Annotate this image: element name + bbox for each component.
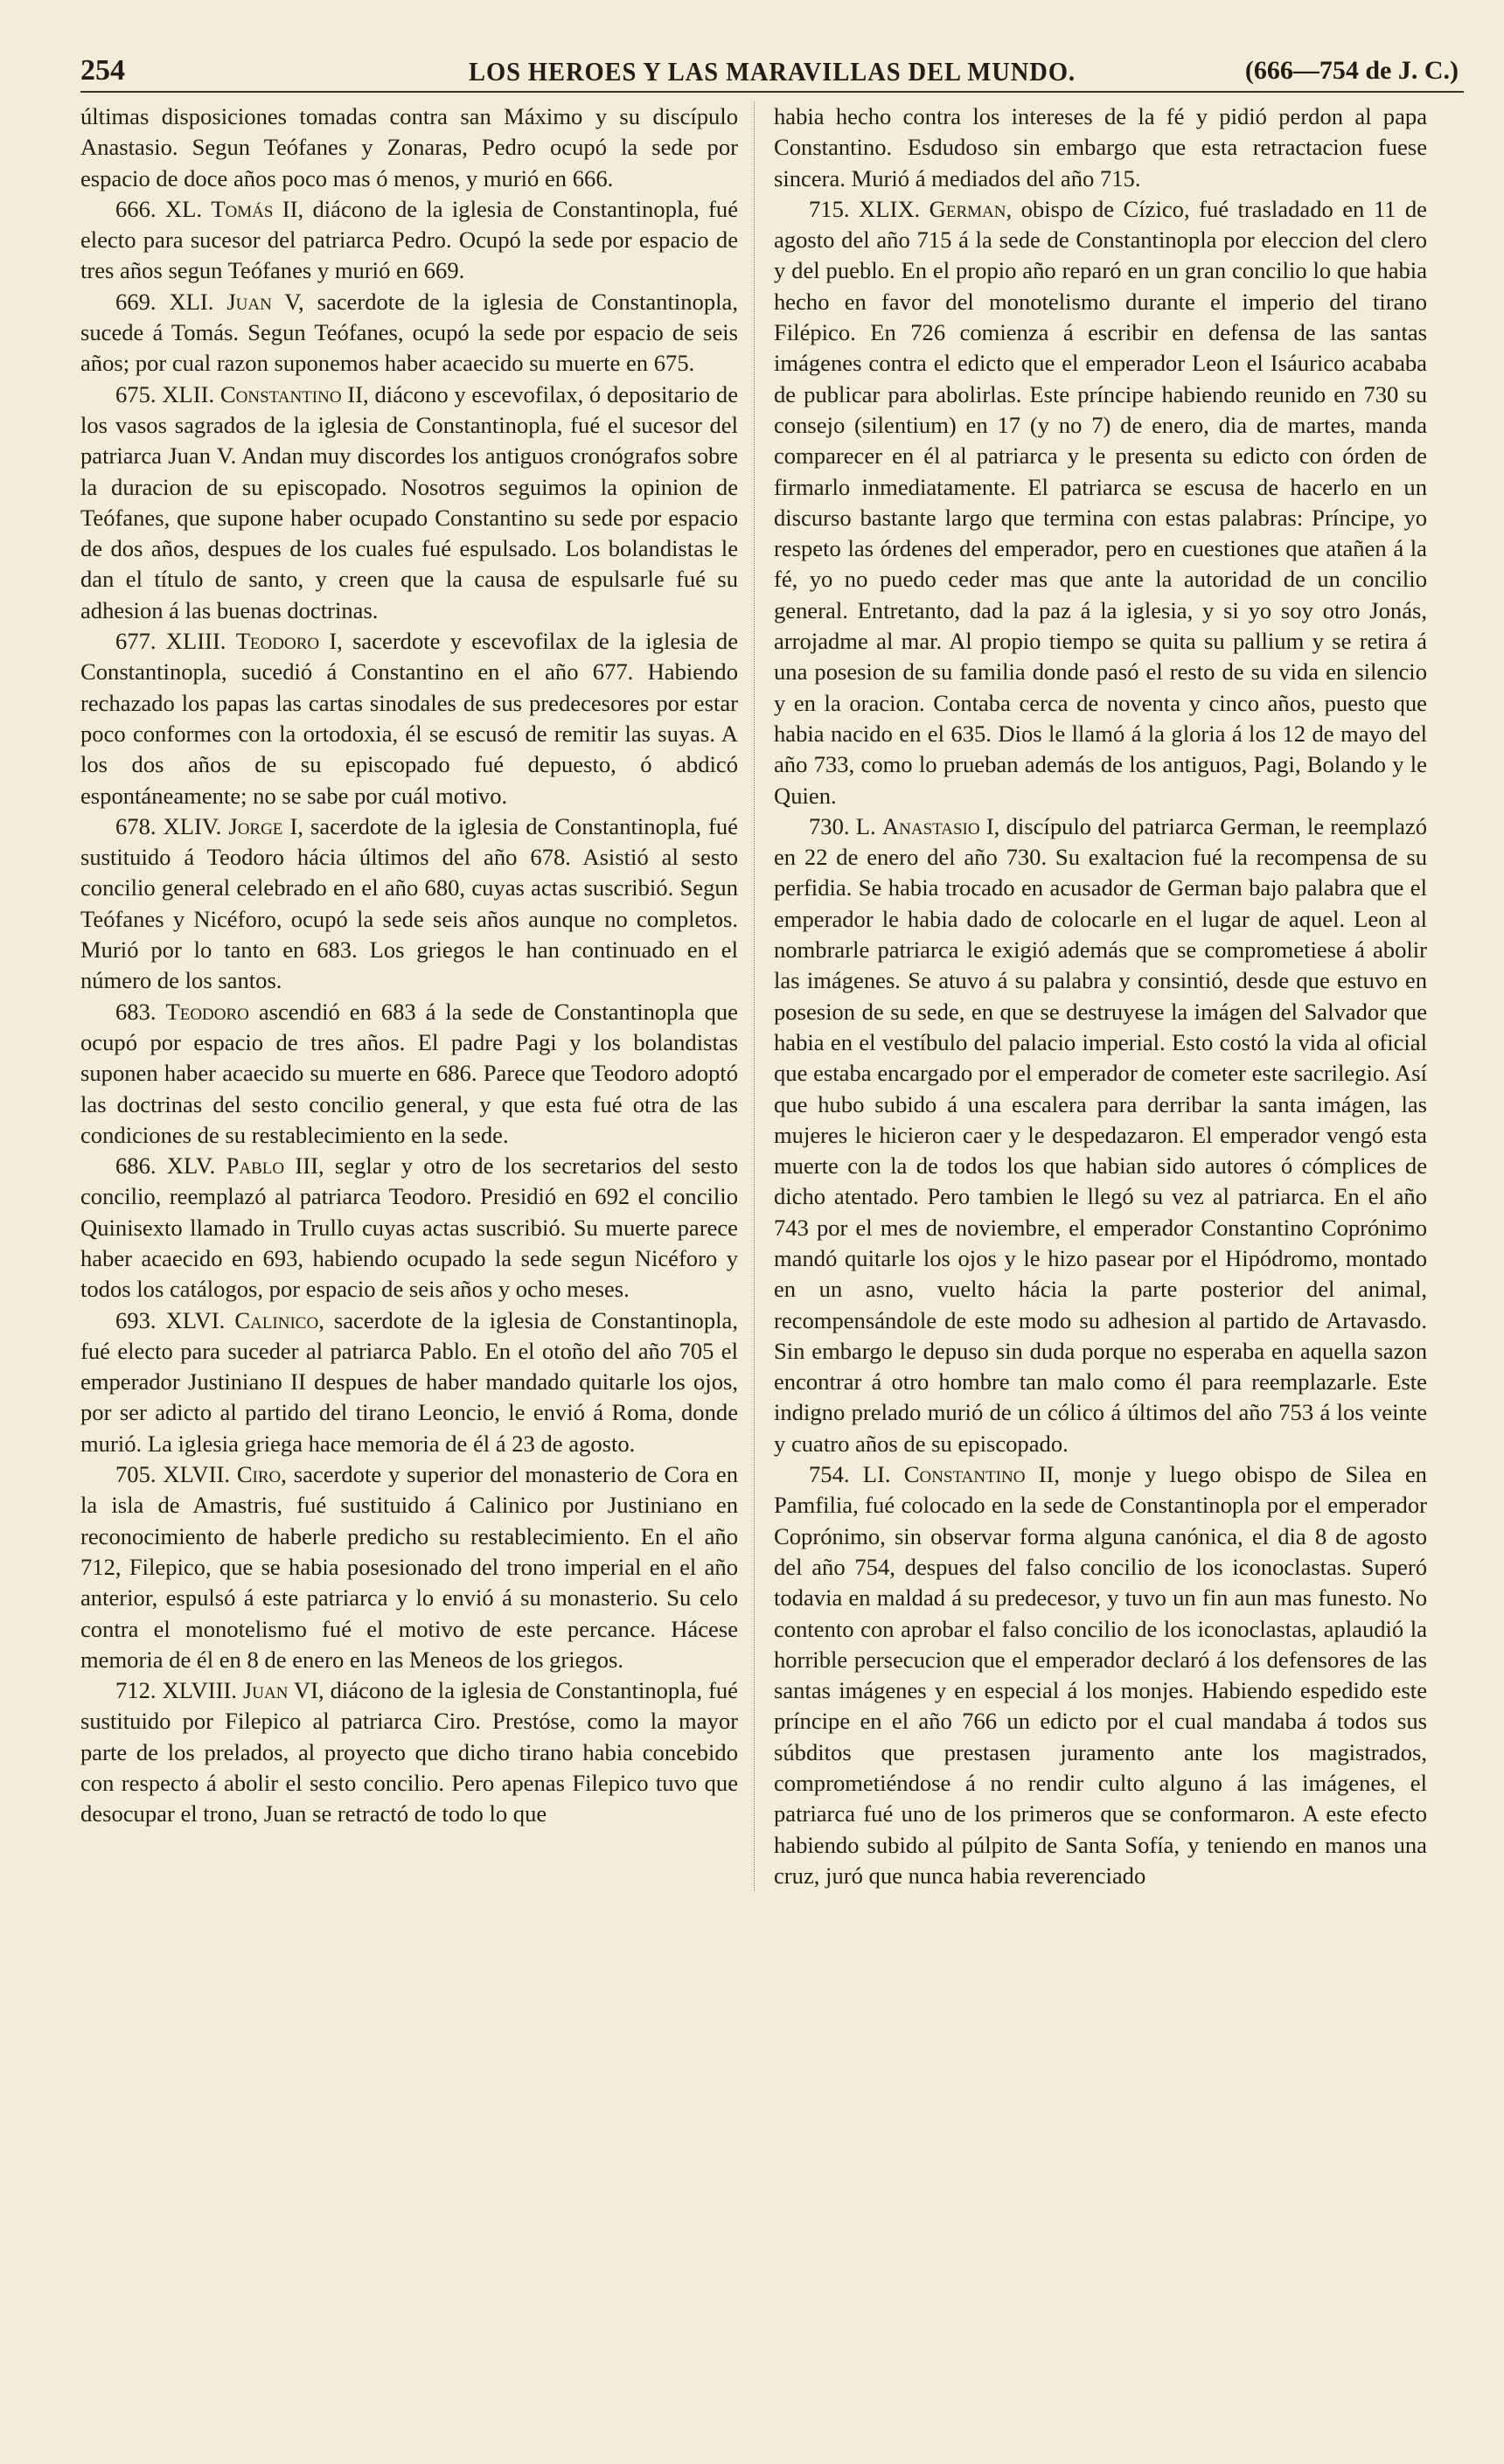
entry-year: 754.: [809, 1461, 850, 1488]
entry-year: 666.: [115, 195, 157, 222]
entry-number: XLIV.: [163, 812, 222, 839]
entry-year: 675.: [115, 380, 157, 407]
entry-year: 715.: [809, 195, 850, 222]
entry-number: XLIII.: [165, 628, 226, 655]
entry-number: LI.: [862, 1461, 891, 1488]
entry-text: diácono de la iglesia de Constantinopla, fué electo para sucesor del patriarca Pedro. Ocupó la sede por espacio de tres años segun Teófanes y murió en 669.: [80, 195, 738, 284]
paragraph: [80, 1151, 738, 1305]
entry-year: 712.: [115, 1677, 157, 1704]
right-column: [754, 101, 1427, 1891]
entry-number: L.: [855, 812, 876, 839]
entry-name: Ciro,: [236, 1461, 287, 1488]
paragraph: [80, 379, 738, 626]
entry-name: Juan VI,: [242, 1677, 324, 1704]
paragraph: [80, 1675, 738, 1829]
entry-year: 705.: [115, 1461, 157, 1488]
entry-name: Pablo III,: [226, 1152, 324, 1180]
paragraph: [80, 811, 738, 997]
left-column: [80, 101, 754, 1891]
entry-text: diácono de la iglesia de Constantinopla, fué sustituido por Filepico al patriarca Ciro. Prestóse, como la mayor parte de los prelados, al proyecto que dicho tirano habia concebido con respecto á abolir el sesto concilio. Pero apenas Filepico tuvo que desocupar el trono, Juan se retractó de todo lo que: [80, 1677, 738, 1827]
paragraph: [80, 101, 738, 194]
paragraph: [80, 287, 738, 379]
entry-text: sacerdote y escevofilax de la iglesia de Constantinopla, sucedió á Constantino en el año 677. Habiendo rechazado los papas las cartas sinodales de sus predecesores por estar poco conformes con la ortodoxia, él se escusó de remitir las suyas. A los dos años de su episcopado fué depuesto, ó abdicó espontáneamente; no se sabe por cuál motivo.: [80, 628, 739, 809]
entry-text: obispo de Cízico, fué trasladado en 11 de agosto del año 715 á la sede de Constantinopla por eleccion del clero y del pueblo. En el propio año reparó en un gran concilio lo que habia hecho en favor del monotelismo durante el imperio del tirano Filépico. En 726 comienza á escribir en defensa de las santas imágenes contra el edicto que el emperador Leon el Isáurico acababa de publicar para abolirlas. Este príncipe habiendo reunido en 730 su consejo (silentium) en 17 (y no 7) de enero, dia de martes, manda comparecer en él al patriarca y le presenta su edicto con órden de firmarlo inmediatamente. El patriarca se escusa de hacerlo en un discurso bastante largo que termina con estas palabras: Príncipe, yo respeto las órdenes del emperador, pero en cuestiones que atañen á la fé, yo no puedo ceder mas que ante la autoridad de un concilio general. Entretanto, dad la paz á la iglesia, y si yo soy otro Jonás, arrojadme al mar. Al propio tiempo se quita su pallium y se retira á una posesion de su familia donde pasó el resto de su vida en silencio y en la oracion. Contaba cerca de noventa y cinco años, puesto que habia nacido en el 635. Dios le llamó á la gloria á los 12 de mayo del año 733, como lo prueban además de los antiguos, Pagi, Bolando y le Quien.: [774, 195, 1427, 809]
paragraph: [774, 811, 1427, 1459]
date-range: (666—754 de J. C.): [1244, 56, 1459, 85]
entry-text: sacerdote de la iglesia de Constantinopla, fué electo para suceder al patriarca Pablo. En el otoño del año 705 el emperador Justiniano II despues de haber mandado quitarle los ojos, por ser adicto al partido del tirano Leoncio, le envió á Roma, donde murió. La iglesia griega hace memoria de él á 23 de agosto.: [80, 1306, 738, 1457]
entry-number: XLVI.: [165, 1306, 226, 1333]
entry-name: Calinico,: [234, 1306, 324, 1333]
paragraph: [80, 1305, 738, 1459]
running-title: LOS HEROES Y LAS MARAVILLAS DEL MUNDO.: [469, 56, 1076, 87]
entry-number: XLI.: [169, 288, 214, 315]
entry-name: Tomás II,: [211, 195, 304, 222]
entry-text: seglar y otro de los secretarios del sesto concilio, reemplazó al patriarca Teodoro. Presidió en 692 el concilio Quinisexto llamado in Trullo cuyas actas suscribió. Su muerte parece haber acaecido en 693, habiendo ocupado la sede segun Nicéforo y todos los catálogos, por espacio de seis años y ocho meses.: [80, 1152, 739, 1303]
entry-name: Jorge I,: [228, 812, 303, 839]
entry-text: diácono y escevofilax, ó depositario de los vasos sagrados de la iglesia de Constantinopla, fué el sucesor del patriarca Juan V. Andan muy discordes los antiguos cronógrafos sobre la duracion de su episcopado. Nosotros seguimos la opinion de Teófanes, que supone haber ocupado Constantino su sede por espacio de dos años, despues de los cuales fué espulsado. Los bolandistas le dan el título de santo, y creen que la causa de espulsarle fué su adhesion á las buenas doctrinas.: [80, 380, 738, 623]
entry-text: habia hecho contra los intereses de la fé y pidió perdon al papa Constantino. Esdudoso sin embargo que esta retractacion fuese sincera. Murió á mediados del año 715.: [774, 103, 1427, 191]
entry-text: monje y luego obispo de Silea en Pamfilia, fué colocado en la sede de Constantinopla por el emperador Coprónimo, sin observar forma alguna canónica, el dia 8 de agosto del año 754, despues del falso concilio de los iconoclastas. Superó todavia en maldad á su predecesor, y tuvo un fin aun mas funesto. No contento con aprobar el falso concilio de los iconoclastas, aplaudió la horrible persecucion que el emperador declaró á los defensores de las santas imágenes y en especial á los monjes. Habiendo espedido este príncipe en el año 766 un edicto por el cual mandaba á todos sus súbditos que prestasen juramento ante los magistrados, comprometiéndose á no rendir culto alguno á las imágenes, el patriarca fué uno de los primeros que se conformaron. A este efecto habiendo subido al púlpito de Santa Sofía, y teniendo en manos una cruz, juró que nunca habia reverenciado: [774, 1461, 1427, 1889]
entry-year: 686.: [115, 1152, 157, 1180]
entry-number: XLV.: [166, 1152, 216, 1180]
entry-number: XL.: [164, 195, 202, 222]
entry-year: 693.: [115, 1306, 157, 1333]
entry-year: 678.: [115, 812, 157, 839]
paragraph: [80, 997, 738, 1151]
paragraph: [80, 1459, 738, 1675]
running-header: [80, 49, 1464, 93]
entry-name: Anastasio I,: [881, 812, 1000, 839]
paragraph: [80, 626, 738, 811]
entry-name: Constantino II,: [219, 380, 369, 407]
entry-name: Constantino II,: [903, 1461, 1061, 1488]
entry-text: sacerdote y superior del monasterio de Cora en la isla de Amastris, fué sustituido á Calinico por Justiniano en reconocimiento de haberle predicho su restablecimiento. En el año 712, Filepico, que se habia posesionado del trono imperial en el año anterior, espulsó á este patriarca y lo envió á su monasterio. Su celo contra el monotelismo fué el motivo de este percance. Hácese memoria de él en 8 de enero en las Meneos de los griegos.: [80, 1461, 738, 1673]
entry-name: Teodoro I,: [235, 628, 343, 655]
entry-number: XLII.: [162, 380, 215, 407]
entry-text: sacerdote de la iglesia de Constantinopla, sucede á Tomás. Segun Teófanes, ocupó la sede por espacio de seis años; por cual razon suponemos haber acaecido su muerte en 675.: [80, 288, 738, 377]
page-number: 254: [80, 54, 125, 87]
entry-number: XLIX.: [859, 195, 921, 222]
entry-year: 669.: [115, 288, 157, 315]
entry-year: 677.: [115, 628, 157, 655]
entry-name: Juan V,: [226, 288, 304, 315]
paragraph: [80, 194, 738, 287]
entry-year: 730.: [809, 812, 850, 839]
paragraph: [774, 194, 1427, 811]
entry-text: ascendió en 683 á la sede de Constantinopla que ocupó por espacio de tres años. El padre Pagi y los bolandistas suponen haber acaecido su muerte en 686. Parece que Teodoro adoptó las doctrinas del sesto concilio general, y que esta fué otra de las condiciones de su restablecimiento en la sede.: [80, 998, 738, 1148]
entry-number: XLVII.: [163, 1461, 230, 1488]
entry-text: últimas disposiciones tomadas contra san Máximo y su discípulo Anastasio. Segun Teófanes y Zonaras, Pedro ocupó la sede por espacio de doce años poco mas ó menos, y murió en 666.: [80, 103, 738, 191]
paragraph: [774, 1459, 1427, 1891]
entry-name: Teodoro: [165, 998, 249, 1025]
entry-text: discípulo del patriarca German, le reemplazó en 22 de enero del año 730. Su exaltacion fué la recompensa de su perfidia. Se habia trocado en acusador de German bajo palabra que el emperador le habia dado de colocarle en el lugar de aquel. Leon al nombrarle patriarca le exigió además que se comprometiese á abolir las imágenes. Se atuvo á su palabra y consintió, desde que estuvo en posesion de su sede, en que se destruyese la imágen del Salvador que habia en el vestíbulo del palacio imperial. Esto costó la vida al oficial que estaba encargado por el emperador de cometer este sacrilegio. Así que hubo subido á una escalera para derribar la santa imágen, las mujeres le hicieron caer y le despedazaron. El emperador vengó esta muerte con la de todos los que habian sido autores ó cómplices de dicho atentado. Pero tambien le llegó su vez al patriarca. En el año 743 por el mes de noviembre, el emperador Constantino Coprónimo mandó quitarle los ojos y le hizo pasear por el Hipódromo, montado en un asno, vuelto hácia la parte posterior del animal, recompensándole de este modo su adhesion al partido de Artavasdo. Sin embargo le depuso sin duda porque no esperaba en aquella sazon encontrar á otro hombre tan malo como él para reemplazarle. Este indigno prelado murió de un cólico á últimos del año 753 á los veinte y cuatro años de su episcopado.: [774, 812, 1428, 1457]
entry-name: German,: [929, 195, 1013, 222]
entry-text: sacerdote de la iglesia de Constantinopla, fué sustituido á Teodoro hácia últimos del año 678. Asistió al sesto concilio general celebrado en el año 680, cuyas actas suscribió. Segun Teófanes y Nicéforo, ocupó la sede seis años aunque no completos. Murió por lo tanto en 683. Los griegos le han continuado en el número de los santos.: [80, 812, 738, 994]
text-columns: [80, 101, 1464, 1891]
paragraph: [774, 101, 1427, 194]
entry-number: XLVIII.: [162, 1677, 237, 1704]
entry-year: 683.: [115, 998, 157, 1025]
